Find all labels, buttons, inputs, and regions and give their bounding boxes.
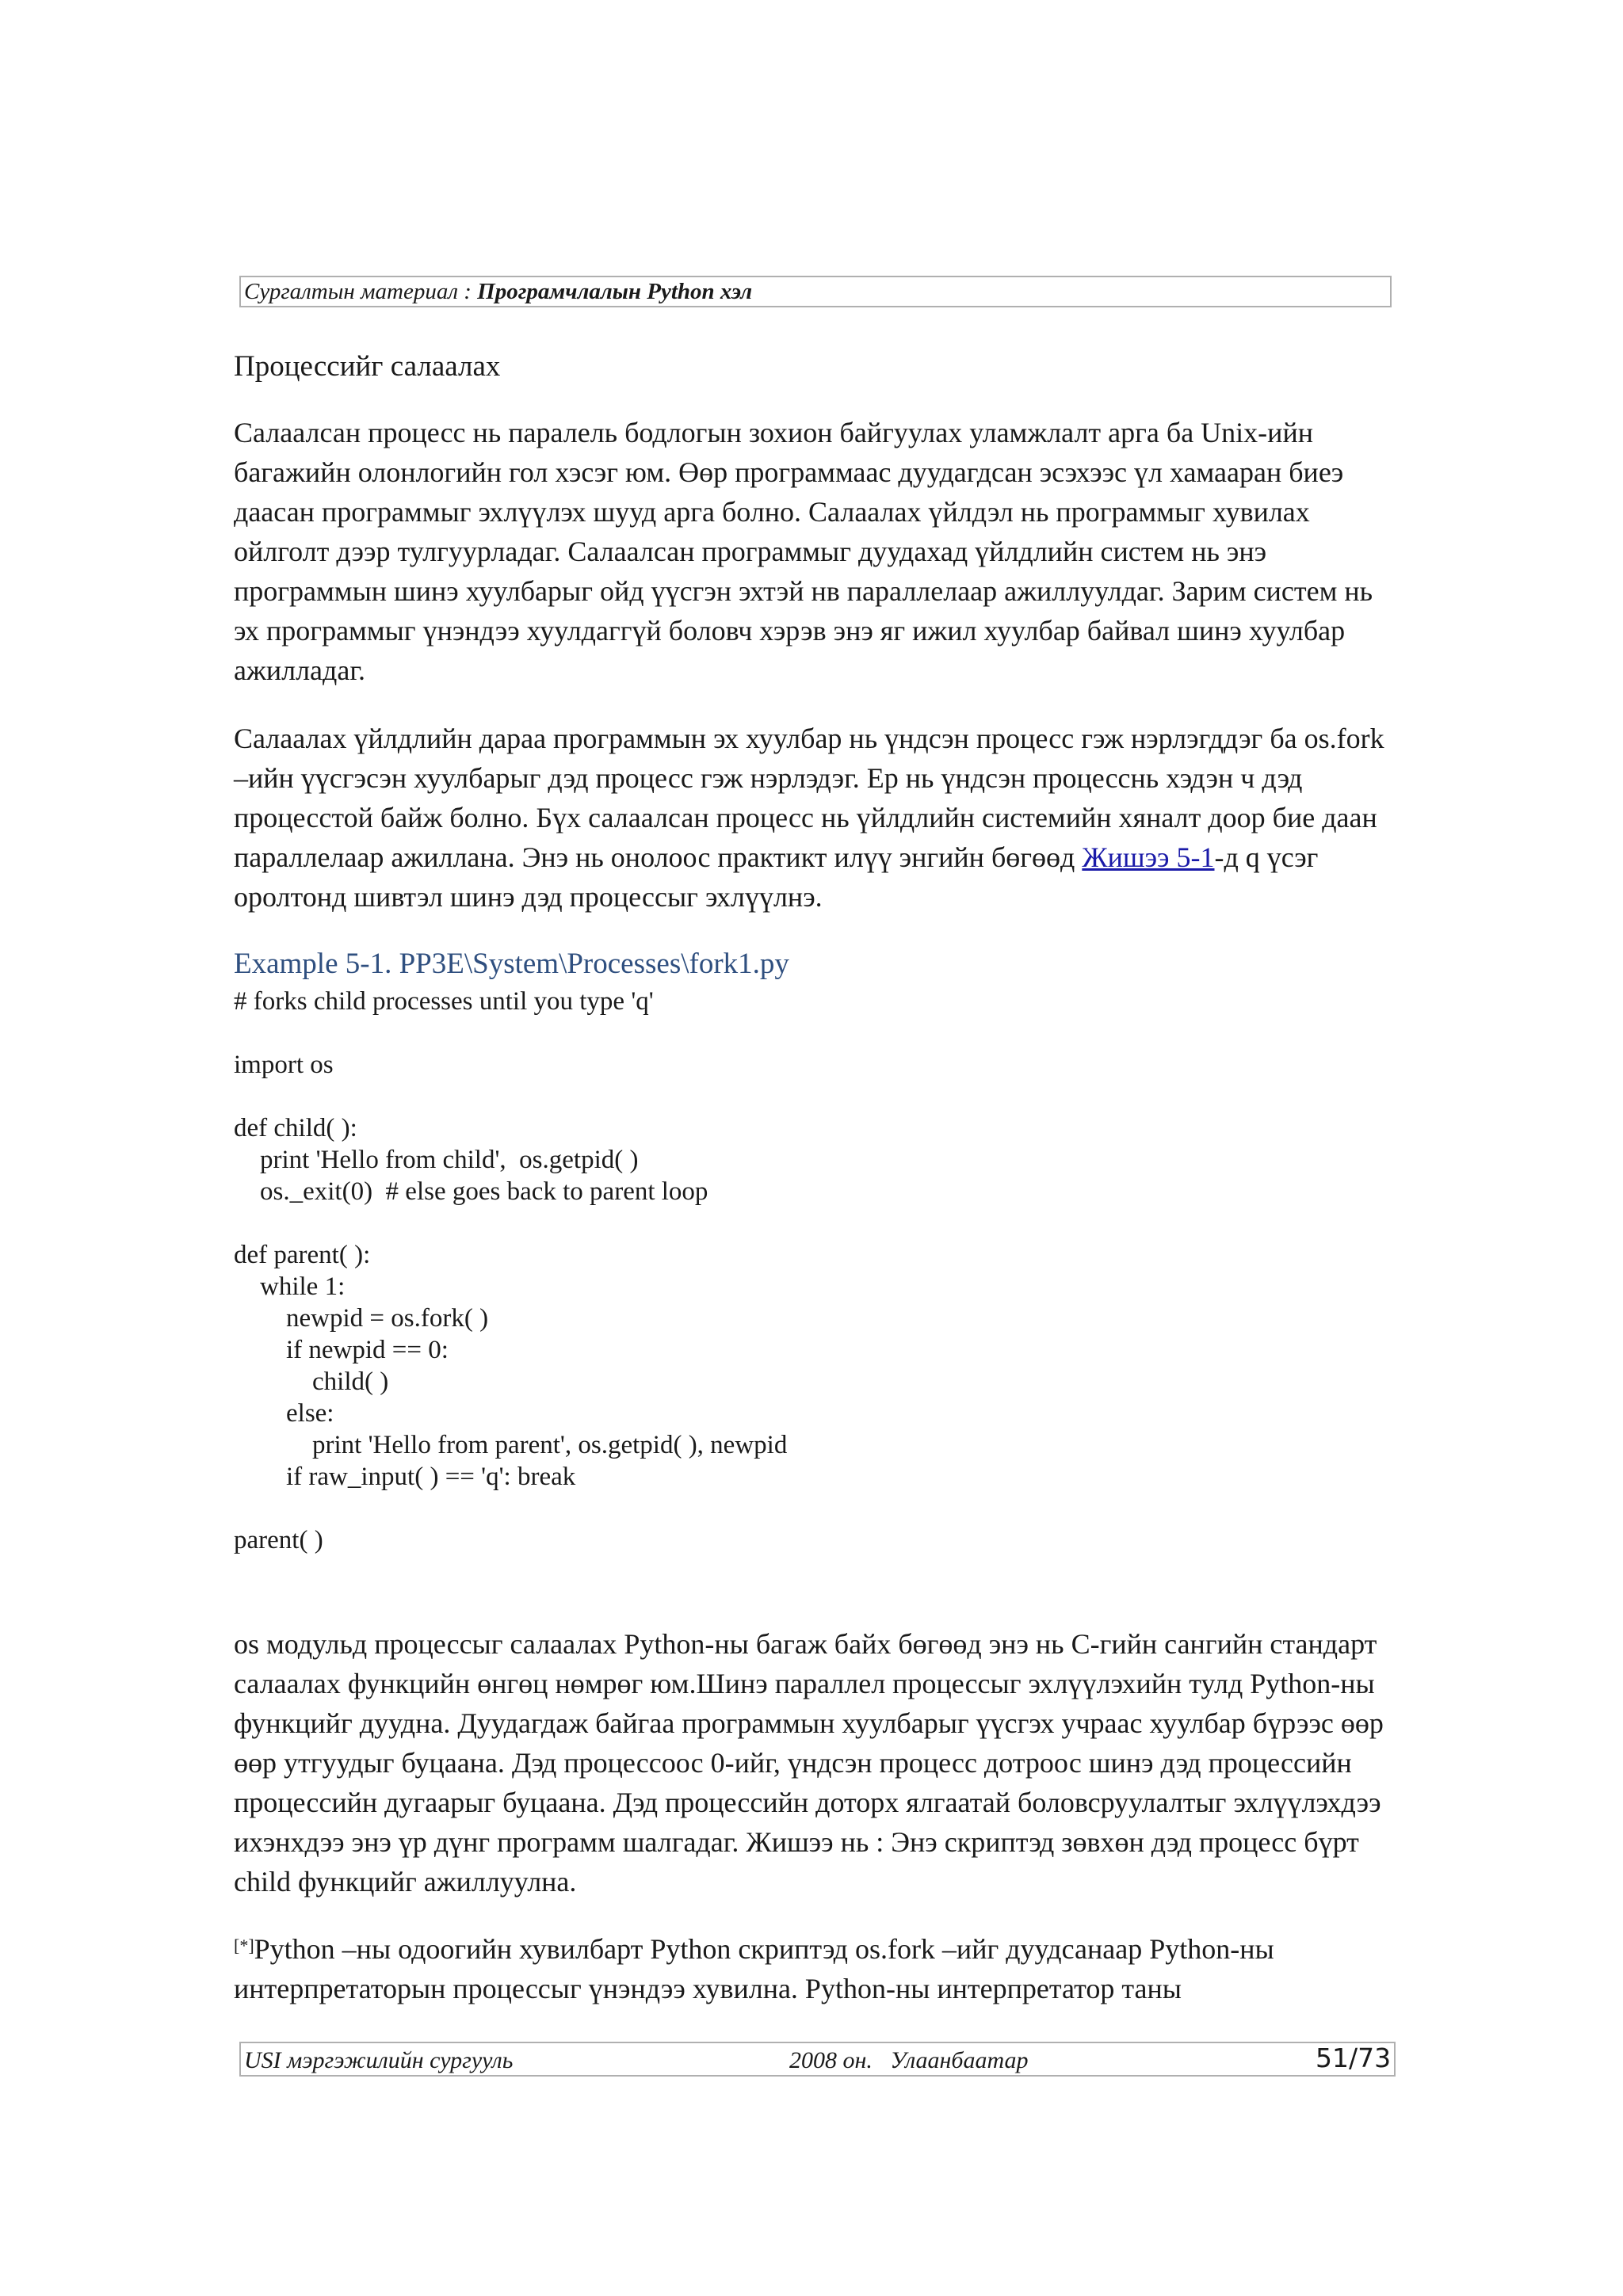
- running-footer: [239, 2042, 1396, 2077]
- example-title: Example 5-1. PP3E\System\Processes\fork1.py: [234, 948, 789, 980]
- code-line: newpid = os.fork( ): [234, 1304, 489, 1333]
- header-title: Програмчлалын Python хэл: [477, 279, 753, 304]
- code-line: def parent( ):: [234, 1241, 371, 1269]
- paragraph-footnote: [234, 1929, 1403, 2008]
- code-line: [234, 1081, 787, 1112]
- code-line: print 'Hello from child', os.getpid( ): [234, 1146, 639, 1174]
- code-line: def child( ):: [234, 1114, 357, 1142]
- paragraph-parent-child: [234, 719, 1403, 917]
- footnote-mark: [*]: [234, 1936, 254, 1955]
- code-line: # forks child processes until you type 'q': [234, 987, 654, 1016]
- page-number: 51/73: [1316, 2042, 1392, 2073]
- footer-school: USI мэргэжилийн сургууль: [244, 2047, 514, 2073]
- code-line: while 1:: [234, 1272, 346, 1301]
- code-line: print 'Hello from parent', os.getpid( ), newpid: [234, 1431, 788, 1459]
- paragraph-forking-intro: Салаалсан процесс нь паралель бодлогын зохион байгуулах уламжлалт арга ба Unix-ийн багажийн олонлогийн гол хэсэг юм. Өөр программаас дуудагдсан эсэхээс үл хамааран биеэ даасан программыг эхлүүлэх шууд арга болно. Салаалах үйлдэл нь программыг хувилах ойлголт дээр тулгуурладаг. Салаалсан программыг дуудахад үйлдлийн систем нь энэ программын шинэ хуулбарыг ойд үүсгэн эхтэй нв параллелаар ажиллуулдаг. Зарим систем нь эх программыг үнэндээ хуулдаггүй боловч хэрэв энэ яг ижил хуулбар байвал шинэ хуулбар ажилладаг.: [234, 417, 1373, 686]
- running-header: [239, 276, 1392, 307]
- paragraph-text: Салаалах үйлдлийн дараа программын эх хуулбар нь үндсэн процесс гэж нэрлэгддэг ба os.fork –ийн үүсгэсэн хуулбарыг дэд процесс гэж нэрлэдэг. Ер нь үндсэн процесснь хэдэн ч дэд процесстой байж болно. Бүх салаалсан процесс нь үйлдлийн системийн хяналт доор бие даан параллелаар ажиллана. Энэ нь онолоос практикт илүү энгийн бөгөөд: [234, 723, 1384, 873]
- header-prefix: Сургалтын материал :: [244, 279, 478, 304]
- code-line: [234, 1017, 787, 1049]
- code-line: child( ): [234, 1367, 389, 1396]
- code-listing: [234, 986, 787, 1556]
- code-line: if raw_input( ) == 'q': break: [234, 1463, 576, 1491]
- code-line: else:: [234, 1399, 334, 1428]
- section-heading: Процессийг салаалах: [234, 350, 501, 383]
- footnote-text: Python –ны одоогийн хувилбарт Python скриптэд os.fork –ийг дуудсанаар Python-ны интерпретаторын процессыг үнэндээ хувилна. Python-ны интерпретатор таны: [234, 1933, 1274, 2004]
- example-link[interactable]: Жишээ 5-1: [1082, 841, 1215, 873]
- code-line: parent( ): [234, 1526, 323, 1554]
- code-line: [234, 1207, 787, 1239]
- paragraph-os-module: os модульд процессыг салаалах Python-ны багаж байх бөгөөд энэ нь C-гийн сангийн стандарт салаалах функцийн өнгөц нөмрөг юм.Шинэ параллел процессыг эхлүүлэхийн тулд Python-ны функцийг дуудна. Дуудагдаж байгаа программын хуулбарыг үүсгэх учраас хуулбар бүрээс өөр өөр утгуудыг буцаана. Дэд процессоос 0-ийг, үндсэн процесс дотроос шинэ дэд процессийн процессийн дугаарыг буцаана. Дэд процессийн доторх ялгаатай боловсруулалтыг эхлүүлэхдээ ихэнхдээ энэ үр дүнг программ шалгадаг. Жишээ нь : Энэ скриптэд зөвхөн дэд процесс бүрт child функцийг ажиллуулна.: [234, 1628, 1384, 1897]
- footer-year-city: 2008 он. Улаанбаатар: [789, 2047, 1029, 2073]
- code-line: import os: [234, 1051, 334, 1079]
- code-line: os._exit(0) # else goes back to parent loop: [234, 1177, 708, 1206]
- code-line: [234, 1493, 787, 1524]
- paragraph-text-after-link: -д q үсэг оролтонд шивтэл шинэ дэд процессыг эхлүүлнэ.: [234, 841, 1319, 913]
- code-line: if newpid == 0:: [234, 1336, 449, 1364]
